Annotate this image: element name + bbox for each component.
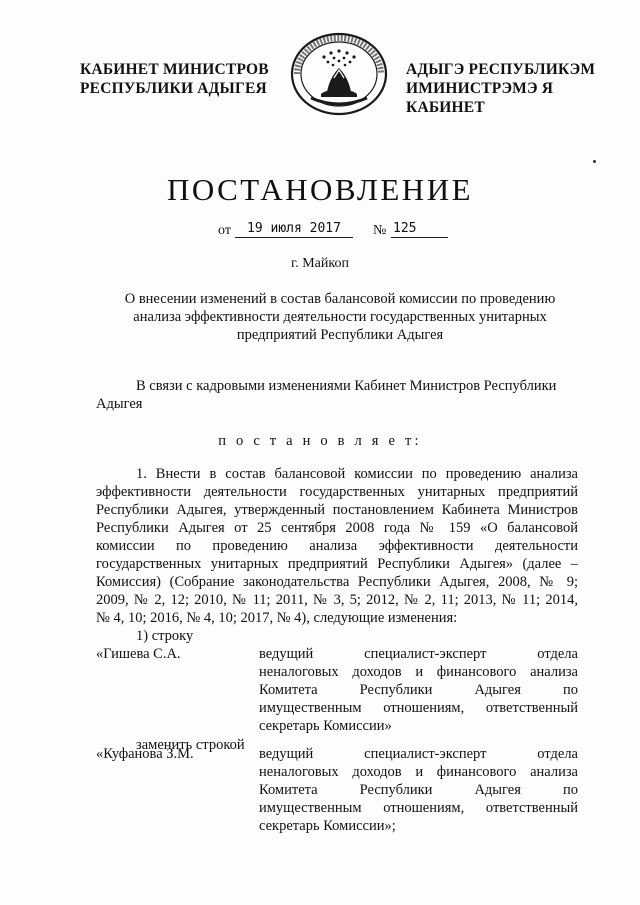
subject-line-2: анализа эффективности деятельности государственных унитарных	[133, 309, 547, 325]
adygea-coat-of-arms-icon	[287, 30, 391, 116]
old-entry-row	[96, 645, 578, 737]
item-1-line-3: Республики Адыгея, утвержденный постановлением Кабинета Министров	[96, 502, 578, 518]
old-entry-description	[259, 645, 578, 735]
new-entry-row	[96, 745, 578, 837]
subject-line-3: предприятий Республики Адыгея	[236, 327, 444, 343]
old-entry-desc-line-3: Комитета Республики Адыгея по	[259, 682, 578, 698]
new-entry-desc-line-2: неналоговых доходов и финансового анализа	[259, 764, 578, 780]
old-entry-desc-line-4: имущественным отношениям, ответственный	[259, 700, 578, 716]
intro-line-1: В связи с кадровыми изменениями Кабинет Министров Республики	[136, 378, 557, 394]
item-1-paragraph	[96, 465, 578, 627]
new-entry-desc-line-5: секретарь Комиссии»;	[259, 818, 396, 834]
number-value: 125	[391, 221, 448, 238]
header-left-line-2: РЕСПУБЛИКИ АДЫГЕЯ	[80, 80, 267, 97]
old-entry-name: «Гишева С.А.	[96, 646, 181, 662]
new-entry-name: «Куфанова З.М.	[96, 746, 194, 762]
header-right-line-2: ИМИНИСТРЭМЭ Я КАБИНЕТ	[406, 80, 554, 116]
subitem-1-label: 1) строку	[136, 628, 194, 644]
new-entry-desc-line-1: ведущий специалист-эксперт отдела	[259, 746, 578, 762]
subject-line-1: О внесении изменений в состав балансовой комиссии по проведению	[124, 291, 556, 307]
scan-speck	[593, 160, 596, 163]
item-1-line-9: № 4, 10; 2016, № 4, 10; 2017, № 4), следующие изменения:	[96, 610, 458, 626]
replace-label: заменить строкой	[136, 737, 245, 753]
item-1-line-4: Республики Адыгея от 25 сентября 2008 года № 159 «О балансовой	[96, 520, 578, 536]
header-right-org	[406, 60, 626, 117]
number-label: №	[373, 223, 387, 238]
new-entry-desc-line-3: Комитета Республики Адыгея по	[259, 782, 578, 798]
date-from-label: от	[218, 223, 231, 238]
item-1-line-2: эффективности деятельности государственных унитарных предприятий	[96, 484, 578, 500]
old-entry-desc-line-2: неналоговых доходов и финансового анализа	[259, 664, 578, 680]
intro-paragraph	[96, 377, 578, 413]
new-entry-desc-line-4: имущественным отношениям, ответственный	[259, 800, 578, 816]
new-entry-description	[259, 745, 578, 835]
item-1-line-7: Комиссия) (Собрание законодательства Республики Адыгея, 2008, № 9;	[96, 574, 578, 590]
old-entry-desc-line-5: секретарь Комиссии»	[259, 718, 392, 734]
document-title: ПОСТАНОВЛЕНИЕ	[166, 172, 474, 207]
item-1-line-5: комиссии по проведению анализа эффективности деятельности	[96, 538, 578, 554]
item-1-line-1: 1. Внести в состав балансовой комиссии по проведению анализа	[136, 466, 578, 482]
old-entry-desc-line-1: ведущий специалист-эксперт отдела	[259, 646, 578, 662]
intro-line-2: Адыгея	[96, 396, 143, 412]
date-value: 19 июля 2017	[235, 221, 353, 238]
header-right-line-1: АДЫГЭ РЕСПУБЛИКЭМ	[406, 61, 596, 78]
item-1-line-8: 2009, № 2, 12; 2010, № 11; 2011, № 3, 5; 2012, № 2, 11; 2013, № 11; 2014,	[96, 592, 578, 608]
document-subject	[100, 290, 580, 344]
resolves-heading: п о с т а н о в л я е т:	[218, 433, 422, 449]
item-1-line-6: государственных унитарных предприятий Республики Адыгея» (далее –	[96, 556, 578, 572]
header-left-org	[80, 60, 280, 98]
city-line: г. Майкоп	[291, 256, 349, 271]
header-left-line-1: КАБИНЕТ МИНИСТРОВ	[80, 61, 269, 78]
